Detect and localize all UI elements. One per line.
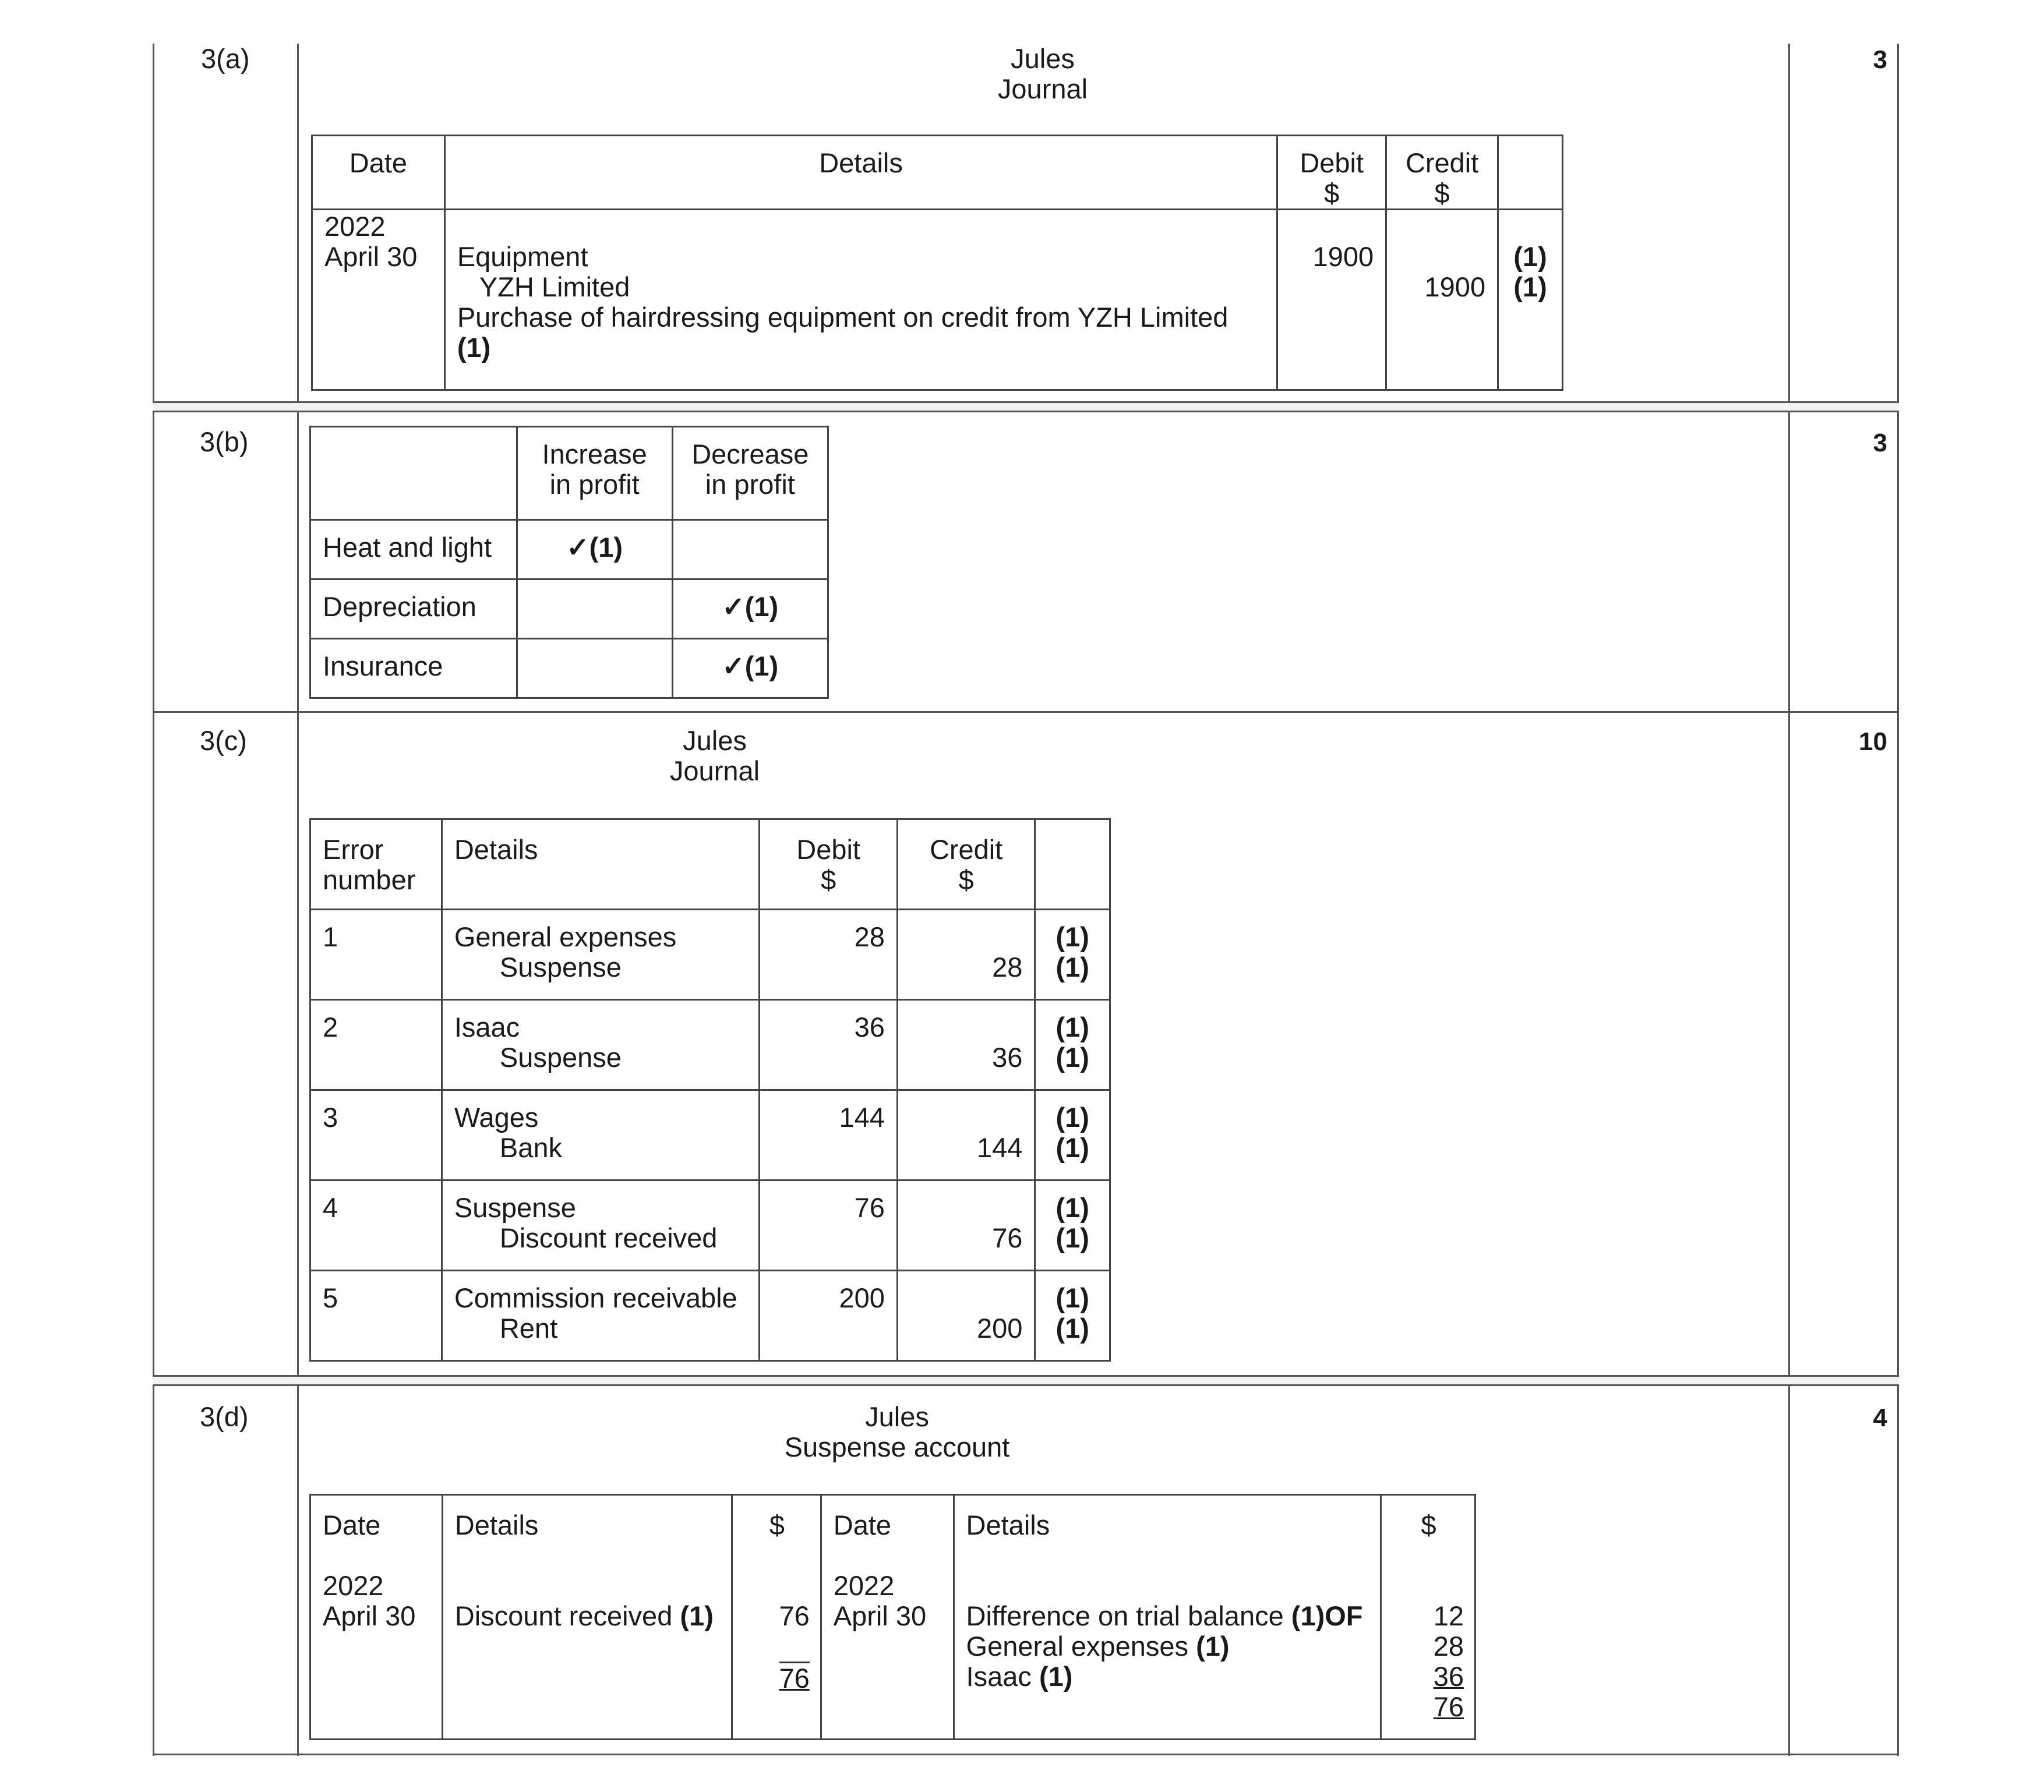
section-divider-cd <box>153 1375 1899 1386</box>
journal-title-3a <box>926 44 1159 104</box>
marks-3b: 3 <box>1873 429 1887 457</box>
table-row <box>310 1090 1110 1180</box>
credit-total: 76 <box>1433 1691 1464 1722</box>
error-number: 2 <box>310 1000 442 1090</box>
section-divider-bc <box>153 711 1899 713</box>
header-credit: Credit $ <box>897 819 1035 910</box>
entry-debit: 28 <box>760 910 897 1000</box>
row-item: Heat and light <box>310 520 517 579</box>
error-number: 4 <box>310 1180 442 1271</box>
header-decrease: Decrease in profit <box>672 427 828 520</box>
error-number: 1 <box>310 910 442 1000</box>
header-blank <box>310 427 517 520</box>
credit-details: Details Difference on trial balance (1)OF General expenses (1) Isaac (1) <box>954 1495 1381 1740</box>
entry-credit: 1900 <box>1386 210 1498 390</box>
header-details: Details <box>442 819 760 910</box>
entry-marks: (1) (1) <box>1035 1271 1110 1361</box>
journal-heading: Journal <box>669 755 760 786</box>
table-header-row <box>310 819 1110 910</box>
account-title-3d <box>722 1402 1072 1462</box>
row-item: Depreciation <box>310 579 517 639</box>
entry-marks: (1) (1) <box>1035 1180 1110 1271</box>
entry-credit: 200 <box>897 1271 1035 1361</box>
journal-heading: Journal <box>997 73 1088 104</box>
entry-marks: (1) (1) <box>1035 910 1110 1000</box>
frame-question-divider <box>297 44 299 1756</box>
question-label-3d: 3(d) <box>200 1401 249 1432</box>
table-row <box>312 210 1563 390</box>
header-date: Date <box>312 136 445 210</box>
section-divider-ab <box>153 401 1899 412</box>
account-heading: Suspense account <box>784 1432 1010 1462</box>
debit-date: Date 2022 April 30 <box>310 1495 443 1740</box>
question-label-3b: 3(b) <box>200 426 249 457</box>
table-row <box>310 520 828 579</box>
header-debit: Debit $ <box>1277 136 1386 210</box>
table-row <box>310 1495 1475 1740</box>
row-increase: ✓(1) <box>517 520 672 579</box>
table-row <box>310 579 828 639</box>
entry-details: Wages Bank <box>442 1090 760 1180</box>
marks-3a: 3 <box>1873 45 1887 74</box>
header-error-number: Error number <box>310 819 442 910</box>
entry-marks: (1) (1) <box>1498 210 1563 390</box>
table-row <box>310 1000 1110 1090</box>
company-name: Jules <box>683 725 747 756</box>
entry-details: Suspense Discount received <box>442 1180 760 1271</box>
table-row <box>310 639 828 698</box>
frame-left-border <box>153 44 154 1756</box>
credit-date: Date 2022 April 30 <box>821 1495 954 1740</box>
error-number: 3 <box>310 1090 442 1180</box>
debit-total: 76 <box>779 1663 810 1694</box>
entry-debit: 76 <box>760 1180 897 1271</box>
company-name: Jules <box>1011 43 1075 74</box>
entry-details: Equipment YZH Limited Purchase of hairdressing equipment on credit from YZH Limited (1) <box>444 210 1277 390</box>
journal-table-3a <box>311 135 1563 391</box>
entry-debit: 1900 <box>1277 210 1386 390</box>
marks-3d: 4 <box>1873 1404 1887 1432</box>
frame-bottom-border <box>153 1754 1899 1755</box>
entry-debit: 200 <box>760 1271 897 1361</box>
table-row <box>310 1271 1110 1361</box>
table-row <box>310 1180 1110 1271</box>
marks-3c: 10 <box>1859 727 1887 756</box>
table-header-row <box>310 427 828 520</box>
header-marks <box>1498 136 1563 210</box>
question-label-3a: 3(a) <box>201 43 250 74</box>
journal-title-3c <box>598 726 831 786</box>
header-increase: Increase in profit <box>517 427 672 520</box>
entry-credit: 76 <box>897 1180 1035 1271</box>
debit-amount: $ 76 76 <box>732 1495 821 1740</box>
error-number: 5 <box>310 1271 442 1361</box>
entry-details: Commission receivable Rent <box>442 1271 760 1361</box>
question-label-3c: 3(c) <box>200 725 247 756</box>
entry-credit: 36 <box>897 1000 1035 1090</box>
suspense-account-table-3d <box>309 1494 1476 1740</box>
header-details: Details <box>444 136 1277 210</box>
row-decrease: ✓(1) <box>672 579 828 639</box>
debit-details: Details Discount received (1) <box>442 1495 732 1740</box>
row-increase <box>517 579 672 639</box>
entry-credit: 28 <box>897 910 1035 1000</box>
profit-effect-table-3b <box>309 426 829 699</box>
header-marks <box>1035 819 1110 910</box>
row-item: Insurance <box>310 639 517 698</box>
row-decrease <box>672 520 828 579</box>
entry-marks: (1) (1) <box>1035 1090 1110 1180</box>
correction-journal-table-3c <box>309 818 1111 1362</box>
frame-right-border <box>1897 44 1899 1756</box>
row-decrease: ✓(1) <box>672 639 828 698</box>
entry-date: 2022 April 30 <box>312 210 445 390</box>
table-row <box>310 910 1110 1000</box>
header-debit: Debit $ <box>760 819 897 910</box>
company-name: Jules <box>865 1401 929 1432</box>
header-credit: Credit $ <box>1386 136 1498 210</box>
entry-details: General expenses Suspense <box>442 910 760 1000</box>
entry-credit: 144 <box>897 1090 1035 1180</box>
credit-amount: $ 12 28 36 76 <box>1381 1495 1475 1740</box>
frame-marks-divider <box>1788 44 1790 1756</box>
entry-marks: (1) (1) <box>1035 1000 1110 1090</box>
row-increase <box>517 639 672 698</box>
entry-details: Isaac Suspense <box>442 1000 760 1090</box>
entry-debit: 36 <box>760 1000 897 1090</box>
table-header-row <box>312 136 1563 210</box>
entry-debit: 144 <box>760 1090 897 1180</box>
